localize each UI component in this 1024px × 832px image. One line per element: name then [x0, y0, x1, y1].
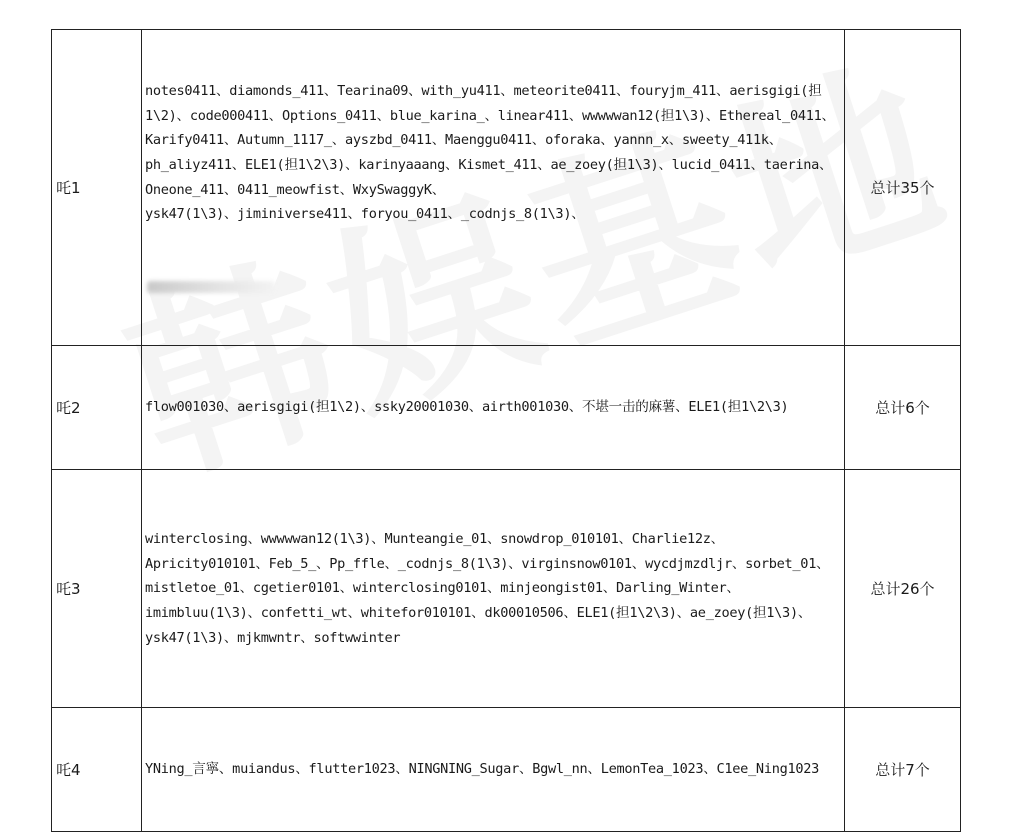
table-row	[52, 470, 961, 708]
table-row	[52, 346, 961, 470]
names-list: notes0411、diamonds_411、Tearina09、with_yu411、meteorite0411、fouryjm_411、aerisgigi(担1\2)、code000411、Options_0411、blue_karina_、linear411、wwwwwan12(担1\3)、Ethereal_0411、Karify0411、Autumn_1117_、ayszbd_0411、Maenggu0411、oforaka、yannn_x、sweety_411k、ph_aliyz411、ELE1(担1\2\3)、karinyaaang、Kismet_411、ae_zoey(担1\3)、lucid_0411、taerina、Oneone_411、0411_meowfist、WxySwaggyK、 ysk47(1\3)、jiminiverse411、foryou_0411、_codnjs_8(1\3)、	[145, 83, 835, 223]
names-cell	[142, 708, 845, 832]
table-row	[52, 30, 961, 346]
total-count: 总计7个	[845, 708, 961, 832]
names-list: YNing_言寧、muiandus、flutter1023、NINGNING_Sugar、Bgwl_nn、LemonTea_1023、C1ee_Ning1023	[145, 761, 820, 778]
total-count: 总计26个	[845, 470, 961, 708]
row-label: 吒2	[52, 346, 142, 470]
total-count: 总计6个	[845, 346, 961, 470]
names-list: winterclosing、wwwwwan12(1\3)、Munteangie_01、snowdrop_010101、Charlie12z、Apricity010101、Feb_5_、Pp_ffle、_codnjs_8(1\3)、virginsnow0101、wycdjmzdljr、sorbet_01、mistletoe_01、cgetier0101、winterclosing0101、minjeongist01、Darling_Winter、imimbluu(1\3)、confetti_wt、whitefor010101、dk00010506、ELE1(担1\2\3)、ae_zoey(担1\3)、ysk47(1\3)、mjkmwntr、softwwinter	[145, 531, 830, 646]
names-list: flow001030、aerisgigi(担1\2)、ssky20001030、airth001030、不堪一击的麻薯、ELE1(担1\2\3)	[145, 399, 789, 416]
names-cell	[142, 30, 845, 346]
names-cell	[142, 470, 845, 708]
names-cell	[142, 346, 845, 470]
table-row	[52, 708, 961, 832]
row-label: 吒1	[52, 30, 142, 346]
blurred-name	[145, 276, 842, 296]
row-label: 吒4	[52, 708, 142, 832]
row-label: 吒3	[52, 470, 142, 708]
fan-list-table	[51, 29, 961, 832]
total-count: 总计35个	[845, 30, 961, 346]
